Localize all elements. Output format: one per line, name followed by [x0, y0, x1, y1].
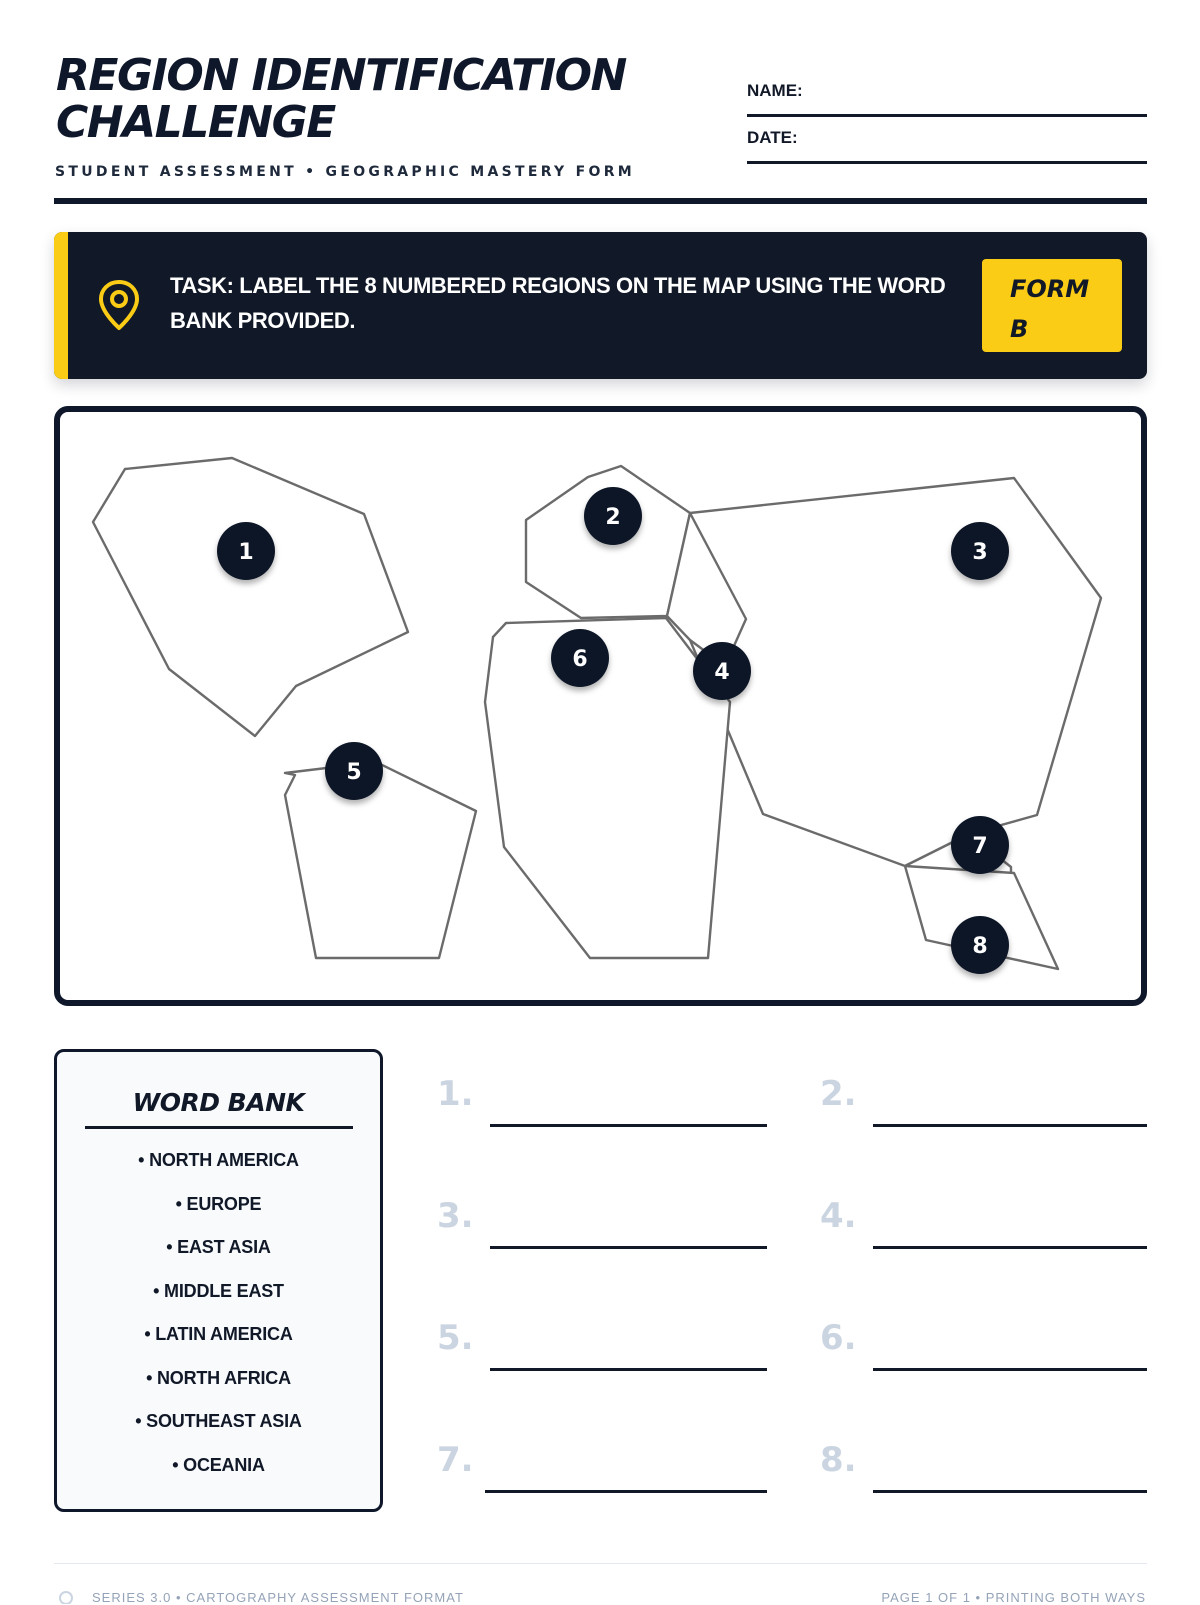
word-bank-item: • EUROPE — [175, 1193, 262, 1214]
footer-page-text: PAGE 1 OF 1 • PRINTING BOTH WAYS — [881, 1590, 1146, 1605]
form-badge — [982, 259, 1122, 352]
map-pin-icon — [96, 278, 142, 332]
word-bank-list — [57, 1150, 380, 1498]
answer-number-3: 3. — [437, 1196, 474, 1236]
worksheet-title — [56, 52, 716, 146]
task-instructions: TASK: LABEL THE 8 NUMBERED REGIONS ON THE MAP USING THE WORD BANK PROVIDED. — [170, 273, 946, 333]
name-field[interactable] — [747, 114, 1147, 117]
answer-blank-2[interactable] — [873, 1124, 1147, 1127]
region-marker-4 — [693, 642, 751, 700]
footer-divider — [54, 1563, 1147, 1564]
word-bank-divider — [85, 1126, 353, 1129]
footer-series-text: SERIES 3.0 • CARTOGRAPHY ASSESSMENT FORMAT — [92, 1590, 464, 1605]
answer-number-8: 8. — [820, 1440, 857, 1480]
marker-number: 8 — [972, 934, 988, 959]
region-marker-3 — [951, 522, 1009, 580]
title-line-2: CHALLENGE — [56, 97, 335, 148]
region-marker-1 — [217, 522, 275, 580]
region-marker-8 — [951, 916, 1009, 974]
banner-accent-bar — [54, 232, 68, 379]
region-marker-7 — [951, 816, 1009, 874]
region-map — [54, 406, 1147, 1006]
marker-number: 5 — [346, 760, 362, 785]
answer-blank-1[interactable] — [490, 1124, 767, 1127]
map-region-3 — [690, 478, 1101, 866]
name-label: NAME: — [747, 81, 803, 100]
word-bank-item: • SOUTHEAST ASIA — [135, 1411, 302, 1431]
region-marker-2 — [584, 487, 642, 545]
answer-blank-8[interactable] — [873, 1490, 1147, 1493]
word-bank-item: • MIDDLE EAST — [153, 1280, 284, 1301]
map-region-5 — [285, 762, 476, 958]
form-letter: B — [1010, 315, 1029, 343]
answer-number-6: 6. — [820, 1318, 857, 1358]
date-label: DATE: — [747, 128, 798, 147]
marker-number: 7 — [972, 834, 988, 859]
marker-number: 1 — [238, 540, 254, 565]
task-banner — [54, 232, 1147, 379]
word-bank-item: • EAST ASIA — [166, 1237, 271, 1257]
footer-pin-icon — [58, 1590, 74, 1604]
answer-blank-3[interactable] — [490, 1246, 767, 1249]
form-label: FORM — [1010, 275, 1090, 303]
word-bank-item: • LATIN AMERICA — [144, 1324, 293, 1344]
marker-number: 2 — [605, 505, 621, 530]
marker-number: 6 — [572, 647, 588, 672]
answer-number-5: 5. — [437, 1318, 474, 1358]
region-marker-6 — [551, 629, 609, 687]
answer-blank-6[interactable] — [873, 1368, 1147, 1371]
marker-number: 4 — [714, 660, 730, 685]
answer-blank-5[interactable] — [490, 1368, 767, 1371]
worksheet-subtitle: STUDENT ASSESSMENT • GEOGRAPHIC MASTERY FORM — [55, 164, 636, 180]
answer-number-1: 1. — [437, 1074, 474, 1114]
marker-number: 3 — [972, 540, 988, 565]
word-bank — [54, 1049, 383, 1512]
word-bank-item: • OCEANIA — [172, 1454, 265, 1475]
answer-number-7: 7. — [437, 1440, 474, 1480]
answer-blank-4[interactable] — [873, 1246, 1147, 1249]
region-marker-5 — [325, 742, 383, 800]
answer-number-2: 2. — [820, 1074, 857, 1114]
date-field[interactable] — [747, 161, 1147, 164]
map-region-1 — [93, 458, 408, 736]
answer-number-4: 4. — [820, 1196, 857, 1236]
header-divider — [54, 198, 1147, 204]
answer-blank-7[interactable] — [485, 1490, 767, 1493]
word-bank-item: • NORTH AFRICA — [146, 1367, 291, 1388]
title-line-1: REGION IDENTIFICATION — [56, 50, 626, 101]
word-bank-item: • NORTH AMERICA — [138, 1150, 299, 1170]
word-bank-title: WORD BANK — [132, 1088, 305, 1117]
